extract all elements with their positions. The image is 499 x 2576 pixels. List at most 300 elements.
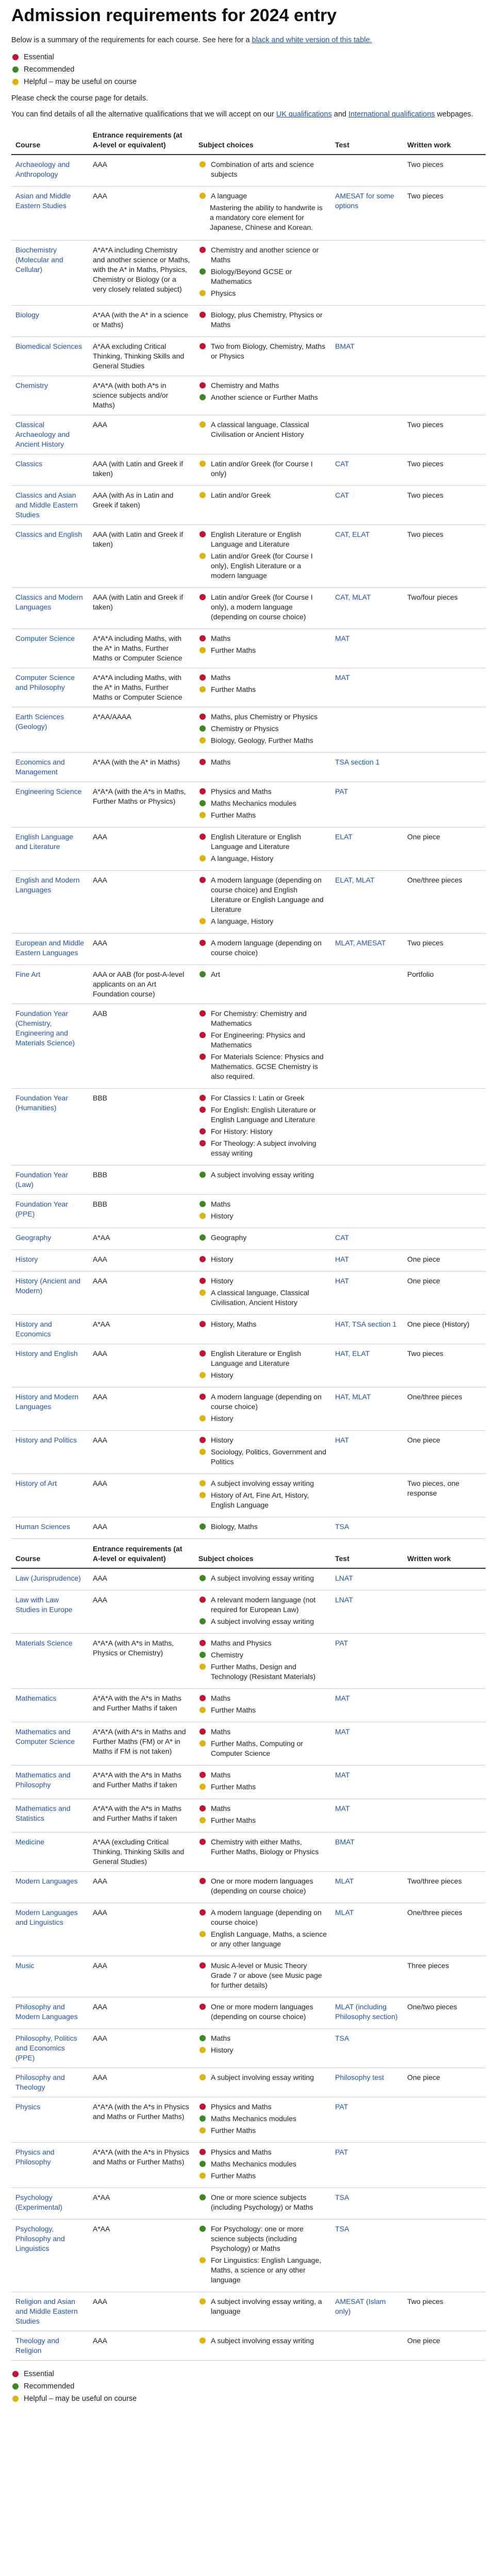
subject-item bbox=[198, 1447, 327, 1467]
course-link[interactable]: Psychology (Experimental) bbox=[11, 2188, 89, 2219]
course-link[interactable]: Theology and Religion bbox=[11, 2331, 89, 2361]
course-link[interactable]: Classics and Asian and Middle Eastern Studies bbox=[11, 486, 89, 525]
admissions-test[interactable]: ELAT bbox=[331, 827, 403, 871]
entrance-requirement: A*A*A (with the A*s in Physics and Maths or Further Maths) bbox=[89, 2143, 194, 2188]
subject-choices bbox=[194, 2068, 331, 2097]
admissions-test[interactable]: Philosophy test bbox=[331, 2068, 403, 2097]
subject-text: One or more modern languages (depending on course choice) bbox=[211, 2003, 313, 2021]
course-link[interactable]: Law with Law Studies in Europe bbox=[11, 1590, 89, 1634]
course-link[interactable]: Asian and Middle Eastern Studies bbox=[11, 187, 89, 241]
red-dot-icon bbox=[199, 594, 206, 600]
subject-item bbox=[198, 1288, 327, 1308]
yellow-dot-icon bbox=[199, 2298, 206, 2304]
table-row bbox=[11, 1590, 486, 1634]
admissions-test[interactable]: HAT bbox=[331, 1272, 403, 1315]
entrance-requirement: A*A*A including Maths, with the A* in Maths, Further Maths or Computer Science bbox=[89, 668, 194, 707]
table-row bbox=[11, 1344, 486, 1387]
admissions-test[interactable]: PAT bbox=[331, 2143, 403, 2188]
admissions-test bbox=[331, 155, 403, 187]
subject-item bbox=[198, 2033, 327, 2043]
course-link[interactable]: History and Politics bbox=[11, 1431, 89, 1474]
subject-text: History bbox=[211, 1212, 234, 1220]
green-dot-icon bbox=[199, 2035, 206, 2041]
course-link[interactable]: Foundation Year (PPE) bbox=[11, 1195, 89, 1228]
course-link[interactable]: Law (Jurisprudence) bbox=[11, 1568, 89, 1590]
admissions-test[interactable]: MAT bbox=[331, 629, 403, 668]
admissions-test bbox=[331, 707, 403, 753]
table-row bbox=[11, 1956, 486, 1997]
column-header: Written work bbox=[403, 125, 486, 155]
entrance-requirement: AAA bbox=[89, 827, 194, 871]
course-link[interactable]: Foundation Year (Law) bbox=[11, 1165, 89, 1195]
written-work bbox=[403, 1517, 486, 1539]
admissions-test[interactable]: CAT, MLAT bbox=[331, 588, 403, 629]
written-work: One/two pieces bbox=[403, 1997, 486, 2029]
subject-choices bbox=[194, 525, 331, 588]
course-link[interactable]: Biomedical Sciences bbox=[11, 337, 89, 376]
table-row bbox=[11, 871, 486, 934]
admissions-test bbox=[331, 1089, 403, 1165]
written-work: Two pieces bbox=[403, 1344, 486, 1387]
course-link[interactable]: English Language and Literature bbox=[11, 827, 89, 871]
subject-text: Biology, Geology, Further Maths bbox=[211, 736, 313, 744]
yellow-dot-icon bbox=[199, 1415, 206, 1421]
subject-item bbox=[198, 530, 327, 549]
course-link[interactable]: Religion and Asian and Middle Eastern Studies bbox=[11, 2292, 89, 2331]
course-link[interactable]: Mathematics and Computer Science bbox=[11, 1722, 89, 1766]
course-link[interactable]: Philosophy and Modern Languages bbox=[11, 1997, 89, 2029]
subject-choices bbox=[194, 1272, 331, 1315]
written-work bbox=[403, 2097, 486, 2143]
subject-text: Chemistry and Maths bbox=[211, 381, 279, 389]
subject-text: Chemistry or Physics bbox=[211, 724, 279, 733]
subject-item bbox=[198, 1804, 327, 1814]
admissions-test[interactable]: HAT, ELAT bbox=[331, 1344, 403, 1387]
subject-text: Maths bbox=[211, 634, 231, 642]
course-link[interactable]: Human Sciences bbox=[11, 1517, 89, 1539]
green-dot-icon bbox=[12, 66, 19, 73]
legend-item bbox=[11, 2393, 486, 2405]
subject-item bbox=[198, 2002, 327, 2022]
table-row bbox=[11, 1089, 486, 1165]
subject-item bbox=[198, 1009, 327, 1028]
admissions-test[interactable]: HAT bbox=[331, 1250, 403, 1272]
subject-text: English Literature or English Language and Literature bbox=[211, 1349, 302, 1367]
entrance-requirement: AAA bbox=[89, 2292, 194, 2331]
written-work bbox=[403, 2029, 486, 2068]
course-link[interactable]: Computer Science bbox=[11, 629, 89, 668]
written-work bbox=[403, 1689, 486, 1722]
yellow-dot-icon bbox=[199, 1213, 206, 1219]
admissions-test[interactable]: BMAT bbox=[331, 337, 403, 376]
admissions-test[interactable]: MLAT bbox=[331, 1872, 403, 1903]
legend-label: Helpful – may be useful on course bbox=[24, 78, 137, 86]
subject-item bbox=[198, 191, 327, 201]
subject-choices bbox=[194, 2292, 331, 2331]
table-row bbox=[11, 629, 486, 668]
subject-choices bbox=[194, 1722, 331, 1766]
subject-item bbox=[198, 757, 327, 767]
written-work bbox=[403, 376, 486, 415]
written-work: Two/four pieces bbox=[403, 588, 486, 629]
subject-text: Biology, plus Chemistry, Physics or Maths bbox=[211, 311, 323, 329]
course-link[interactable]: History (Ancient and Modern) bbox=[11, 1272, 89, 1315]
subject-item bbox=[198, 917, 327, 926]
subject-text: For Theology: A subject involving essay writing bbox=[211, 1139, 317, 1157]
yellow-dot-icon bbox=[199, 686, 206, 692]
admissions-test[interactable]: LNAT bbox=[331, 1590, 403, 1634]
course-link[interactable]: European and Middle Eastern Languages bbox=[11, 934, 89, 965]
admissions-test[interactable]: HAT bbox=[331, 1431, 403, 1474]
written-work bbox=[403, 1634, 486, 1689]
green-dot-icon bbox=[199, 1523, 206, 1530]
subject-choices bbox=[194, 1474, 331, 1517]
course-link[interactable]: Foundation Year (Humanities) bbox=[11, 1089, 89, 1165]
subject-text: A relevant modern language (not required for European Law) bbox=[211, 1596, 316, 1614]
entrance-requirement: A*A*A with the A*s in Maths and Further Maths if taken bbox=[89, 1799, 194, 1833]
legend-label: Essential bbox=[24, 2370, 54, 2378]
yellow-dot-icon bbox=[199, 2074, 206, 2080]
subject-item bbox=[198, 736, 327, 745]
subject-text: A modern language (depending on course choice) and English Literature or English Language and Literature bbox=[211, 876, 324, 913]
course-link[interactable]: Physics and Philosophy bbox=[11, 2143, 89, 2188]
table-row bbox=[11, 2188, 486, 2219]
written-work: Two pieces bbox=[403, 525, 486, 588]
subject-choices bbox=[194, 1387, 331, 1431]
subject-choices bbox=[194, 1344, 331, 1387]
table-row bbox=[11, 753, 486, 782]
subject-item bbox=[198, 2126, 327, 2136]
red-dot-icon bbox=[199, 1394, 206, 1400]
written-work bbox=[403, 1799, 486, 1833]
course-link[interactable]: Music bbox=[11, 1956, 89, 1997]
subject-text: A subject involving essay writing bbox=[211, 1171, 314, 1179]
admissions-test[interactable]: BMAT bbox=[331, 1833, 403, 1872]
subject-text: Art bbox=[211, 970, 220, 978]
admissions-test[interactable]: MLAT, AMESAT bbox=[331, 934, 403, 965]
admissions-test[interactable]: HAT, TSA section 1 bbox=[331, 1315, 403, 1344]
course-link[interactable]: Classics and Modern Languages bbox=[11, 588, 89, 629]
course-link[interactable]: History and Economics bbox=[11, 1315, 89, 1344]
subject-item bbox=[198, 1617, 327, 1626]
course-link[interactable]: Engineering Science bbox=[11, 782, 89, 827]
yellow-dot-icon bbox=[199, 647, 206, 653]
subject-item bbox=[198, 2297, 327, 2316]
green-dot-icon bbox=[199, 1172, 206, 1178]
subject-choices bbox=[194, 2331, 331, 2361]
red-dot-icon bbox=[199, 2104, 206, 2110]
entrance-requirement: AAA (with Latin and Greek if taken) bbox=[89, 454, 194, 486]
entrance-requirement: A*A*A (with both A*s in science subjects and/or Maths) bbox=[89, 376, 194, 415]
yellow-dot-icon bbox=[199, 1931, 206, 1937]
uk-qualifications-link[interactable]: UK qualifications bbox=[276, 110, 332, 118]
entrance-requirement: AAA bbox=[89, 871, 194, 934]
course-link[interactable]: Archaeology and Anthropology bbox=[11, 155, 89, 187]
subject-choices bbox=[194, 2219, 331, 2292]
course-link[interactable]: History and English bbox=[11, 1344, 89, 1387]
subject-item bbox=[198, 2256, 327, 2285]
course-link[interactable]: Classics bbox=[11, 454, 89, 486]
table-row bbox=[11, 1634, 486, 1689]
admissions-test[interactable]: TSA bbox=[331, 2188, 403, 2219]
written-work: One/three pieces bbox=[403, 871, 486, 934]
entrance-requirement: AAA bbox=[89, 1344, 194, 1387]
subject-item bbox=[198, 1908, 327, 1927]
admissions-test[interactable]: MAT bbox=[331, 668, 403, 707]
admissions-test[interactable]: MAT bbox=[331, 1799, 403, 1833]
admissions-test[interactable]: PAT bbox=[331, 1634, 403, 1689]
subject-text: A modern language (depending on course choice) bbox=[211, 1393, 322, 1411]
written-work bbox=[403, 1195, 486, 1228]
table-row bbox=[11, 306, 486, 337]
admissions-test bbox=[331, 306, 403, 337]
yellow-dot-icon bbox=[199, 193, 206, 199]
course-link[interactable]: Mathematics and Philosophy bbox=[11, 1766, 89, 1799]
table-row bbox=[11, 1315, 486, 1344]
admissions-test[interactable]: AMESAT for some options bbox=[331, 187, 403, 241]
green-dot-icon bbox=[199, 2226, 206, 2232]
yellow-dot-icon bbox=[199, 2047, 206, 2053]
admissions-test[interactable]: TSA bbox=[331, 2219, 403, 2292]
yellow-dot-icon bbox=[199, 1290, 206, 1296]
written-work bbox=[403, 1165, 486, 1195]
written-work: One piece bbox=[403, 1250, 486, 1272]
admissions-test[interactable]: CAT bbox=[331, 1228, 403, 1250]
admissions-test[interactable]: LNAT bbox=[331, 1568, 403, 1590]
subject-item bbox=[198, 2193, 327, 2212]
subject-choices bbox=[194, 2188, 331, 2219]
table-row bbox=[11, 668, 486, 707]
subject-item bbox=[198, 1170, 327, 1180]
yellow-dot-icon bbox=[199, 2337, 206, 2344]
subject-text: History bbox=[211, 1436, 234, 1444]
admissions-test[interactable]: CAT bbox=[331, 454, 403, 486]
course-link[interactable]: Foundation Year (Chemistry, Engineering and Materials Science) bbox=[11, 1004, 89, 1089]
subject-item bbox=[198, 1816, 327, 1825]
entrance-requirement: A*A*A including Chemistry and another science or Maths, with the A* in Maths, Physics, Chemistry or Biology (or a very closely related subject) bbox=[89, 241, 194, 306]
course-link[interactable]: Geography bbox=[11, 1228, 89, 1250]
subject-item bbox=[198, 1127, 327, 1137]
admissions-test[interactable]: MLAT (including Philosophy section) bbox=[331, 1997, 403, 2029]
subject-text: A subject involving essay writing bbox=[211, 1479, 314, 1487]
red-dot-icon bbox=[199, 312, 206, 318]
course-link[interactable]: Biochemistry (Molecular and Cellular) bbox=[11, 241, 89, 306]
subject-text: Biology, Maths bbox=[211, 1522, 258, 1531]
table-row bbox=[11, 454, 486, 486]
written-work: One piece bbox=[403, 1431, 486, 1474]
entrance-requirement: AAA bbox=[89, 1956, 194, 1997]
course-link[interactable]: Fine Art bbox=[11, 965, 89, 1004]
subject-text: Chemistry bbox=[211, 1651, 244, 1659]
column-header: Test bbox=[331, 125, 403, 155]
red-dot-icon bbox=[199, 1772, 206, 1778]
international-qualifications-link[interactable]: International qualifications bbox=[348, 110, 435, 118]
green-dot-icon bbox=[199, 800, 206, 806]
green-dot-icon bbox=[199, 2194, 206, 2200]
entrance-requirement: AAA (with Latin and Greek if taken) bbox=[89, 525, 194, 588]
course-link[interactable]: English and Modern Languages bbox=[11, 871, 89, 934]
written-work: One piece (History) bbox=[403, 1315, 486, 1344]
admissions-test bbox=[331, 1004, 403, 1089]
subject-text: Further Maths, Computing or Computer Science bbox=[211, 1739, 303, 1757]
column-header: Subject choices bbox=[194, 1539, 331, 1569]
written-work bbox=[403, 668, 486, 707]
course-link[interactable]: Economics and Management bbox=[11, 753, 89, 782]
subject-text: A modern language (depending on course choice) bbox=[211, 1908, 322, 1926]
legend-bottom bbox=[11, 2368, 486, 2405]
green-dot-icon bbox=[199, 1234, 206, 1241]
course-link[interactable]: Earth Sciences (Geology) bbox=[11, 707, 89, 753]
admissions-test[interactable]: PAT bbox=[331, 2097, 403, 2143]
table-row bbox=[11, 1997, 486, 2029]
course-link[interactable]: History of Art bbox=[11, 1474, 89, 1517]
yellow-dot-icon bbox=[199, 1784, 206, 1790]
subject-item bbox=[198, 1052, 327, 1081]
red-dot-icon bbox=[199, 1805, 206, 1811]
course-link[interactable]: History and Modern Languages bbox=[11, 1387, 89, 1431]
subject-choices bbox=[194, 871, 331, 934]
subject-item bbox=[198, 310, 327, 330]
entrance-requirement: A*A*A with the A*s in Maths and Further Maths if taken bbox=[89, 1766, 194, 1799]
subject-text: Geography bbox=[211, 1233, 247, 1242]
subject-item bbox=[198, 1638, 327, 1648]
course-link[interactable]: Computer Science and Philosophy bbox=[11, 668, 89, 707]
yellow-dot-icon bbox=[199, 1740, 206, 1747]
bw-version-link[interactable]: black and white version of this table. bbox=[252, 36, 372, 44]
yellow-dot-icon bbox=[199, 737, 206, 743]
course-link[interactable]: Mathematics and Statistics bbox=[11, 1799, 89, 1833]
admissions-test[interactable]: ELAT, MLAT bbox=[331, 871, 403, 934]
subject-item bbox=[198, 1929, 327, 1949]
course-link[interactable]: History bbox=[11, 1250, 89, 1272]
subject-text: Further Maths bbox=[211, 646, 256, 654]
course-link[interactable]: Physics bbox=[11, 2097, 89, 2143]
subject-text: A modern language (depending on course choice) bbox=[211, 939, 322, 957]
subject-choices bbox=[194, 187, 331, 241]
red-dot-icon bbox=[199, 1350, 206, 1357]
course-link[interactable]: Modern Languages and Linguistics bbox=[11, 1903, 89, 1956]
subject-item bbox=[198, 2159, 327, 2169]
subject-text: Maths bbox=[211, 2034, 231, 2042]
subject-text: Chemistry with either Maths, Further Maths, Biology or Physics bbox=[211, 1838, 319, 1856]
admissions-test[interactable]: HAT, MLAT bbox=[331, 1387, 403, 1431]
written-work: Two/three pieces bbox=[403, 1872, 486, 1903]
subject-text: A classical language, Classical Civilisation, Ancient History bbox=[211, 1289, 309, 1307]
course-link[interactable]: Medicine bbox=[11, 1833, 89, 1872]
table-row bbox=[11, 1766, 486, 1799]
written-work bbox=[403, 241, 486, 306]
table-row bbox=[11, 337, 486, 376]
admissions-test[interactable]: MAT bbox=[331, 1722, 403, 1766]
admissions-test[interactable]: TSA bbox=[331, 1517, 403, 1539]
subject-item bbox=[198, 267, 327, 286]
admissions-test[interactable]: MAT bbox=[331, 1689, 403, 1722]
written-work: Two pieces bbox=[403, 415, 486, 454]
table-row bbox=[11, 588, 486, 629]
course-link[interactable]: Biology bbox=[11, 306, 89, 337]
written-work: Two pieces bbox=[403, 454, 486, 486]
entrance-requirement: A*AA/AAAA bbox=[89, 707, 194, 753]
entrance-requirement: A*AA bbox=[89, 1228, 194, 1250]
course-link[interactable]: Materials Science bbox=[11, 1634, 89, 1689]
red-dot-icon bbox=[199, 343, 206, 349]
green-dot-icon bbox=[199, 2161, 206, 2167]
admissions-test[interactable]: AMESAT (Islam only) bbox=[331, 2292, 403, 2331]
admissions-test[interactable]: TSA section 1 bbox=[331, 753, 403, 782]
subject-item bbox=[198, 712, 327, 722]
written-work bbox=[403, 337, 486, 376]
subject-item bbox=[198, 1139, 327, 1158]
subject-item bbox=[198, 1233, 327, 1243]
written-work: Two pieces bbox=[403, 2292, 486, 2331]
written-work bbox=[403, 1004, 486, 1089]
course-link[interactable]: Chemistry bbox=[11, 376, 89, 415]
column-header: Entrance requirements (at A-level or equivalent) bbox=[89, 125, 194, 155]
table-row bbox=[11, 782, 486, 827]
admissions-test[interactable]: MLAT bbox=[331, 1903, 403, 1956]
table-row bbox=[11, 2331, 486, 2361]
course-link[interactable]: Classics and English bbox=[11, 525, 89, 588]
entrance-requirement: A*A*A (with the A*s in Maths, Further Maths or Physics) bbox=[89, 782, 194, 827]
subject-text: Maths bbox=[211, 1771, 231, 1779]
course-link[interactable]: Philosophy and Theology bbox=[11, 2068, 89, 2097]
course-link[interactable]: Mathematics bbox=[11, 1689, 89, 1722]
admissions-test[interactable]: PAT bbox=[331, 782, 403, 827]
admissions-test[interactable]: CAT, ELAT bbox=[331, 525, 403, 588]
subject-choices bbox=[194, 1315, 331, 1344]
table-row bbox=[11, 1722, 486, 1766]
course-link[interactable]: Psychology, Philosophy and Linguistics bbox=[11, 2219, 89, 2292]
admissions-test bbox=[331, 1165, 403, 1195]
written-work bbox=[403, 306, 486, 337]
course-link[interactable]: Philosophy, Politics and Economics (PPE) bbox=[11, 2029, 89, 2068]
entrance-requirement: BBB bbox=[89, 1195, 194, 1228]
written-work: Two pieces bbox=[403, 187, 486, 241]
admissions-test[interactable]: TSA bbox=[331, 2029, 403, 2068]
subject-note: Mastering the ability to handwrite is a mandatory core element for Japanese, Chinese and Korean. bbox=[210, 204, 323, 231]
entrance-requirement: A*A*A (with the A*s in Physics and Maths or Further Maths) bbox=[89, 2097, 194, 2143]
subject-item bbox=[198, 2336, 327, 2346]
subject-text: One or more modern languages (depending on course choice) bbox=[211, 1877, 313, 1895]
subject-choices bbox=[194, 1431, 331, 1474]
subject-item bbox=[198, 2147, 327, 2157]
subject-item bbox=[198, 1211, 327, 1221]
subject-text: Physics and Maths bbox=[211, 2103, 272, 2111]
subject-item bbox=[198, 592, 327, 622]
subject-item bbox=[198, 1349, 327, 1368]
admissions-test[interactable]: MAT bbox=[331, 1766, 403, 1799]
subject-text: History, Maths bbox=[211, 1320, 257, 1328]
red-dot-icon bbox=[199, 247, 206, 253]
subject-item bbox=[198, 1030, 327, 1050]
admissions-test[interactable]: CAT bbox=[331, 486, 403, 525]
subject-text: Maths and Physics bbox=[211, 1639, 272, 1647]
table-row bbox=[11, 1517, 486, 1539]
subject-item bbox=[198, 832, 327, 852]
subject-item bbox=[198, 1276, 327, 1286]
subject-text: For Engineering: Physics and Mathematics bbox=[211, 1031, 305, 1049]
subject-choices bbox=[194, 753, 331, 782]
red-dot-icon bbox=[199, 834, 206, 840]
subject-choices bbox=[194, 241, 331, 306]
course-link[interactable]: Modern Languages bbox=[11, 1872, 89, 1903]
subject-text: A subject involving essay writing bbox=[211, 1574, 314, 1582]
entrance-requirement: AAA bbox=[89, 1387, 194, 1431]
course-link[interactable]: Classical Archaeology and Ancient History bbox=[11, 415, 89, 454]
admissions-test bbox=[331, 241, 403, 306]
written-work bbox=[403, 1568, 486, 1590]
red-dot-icon bbox=[199, 635, 206, 641]
